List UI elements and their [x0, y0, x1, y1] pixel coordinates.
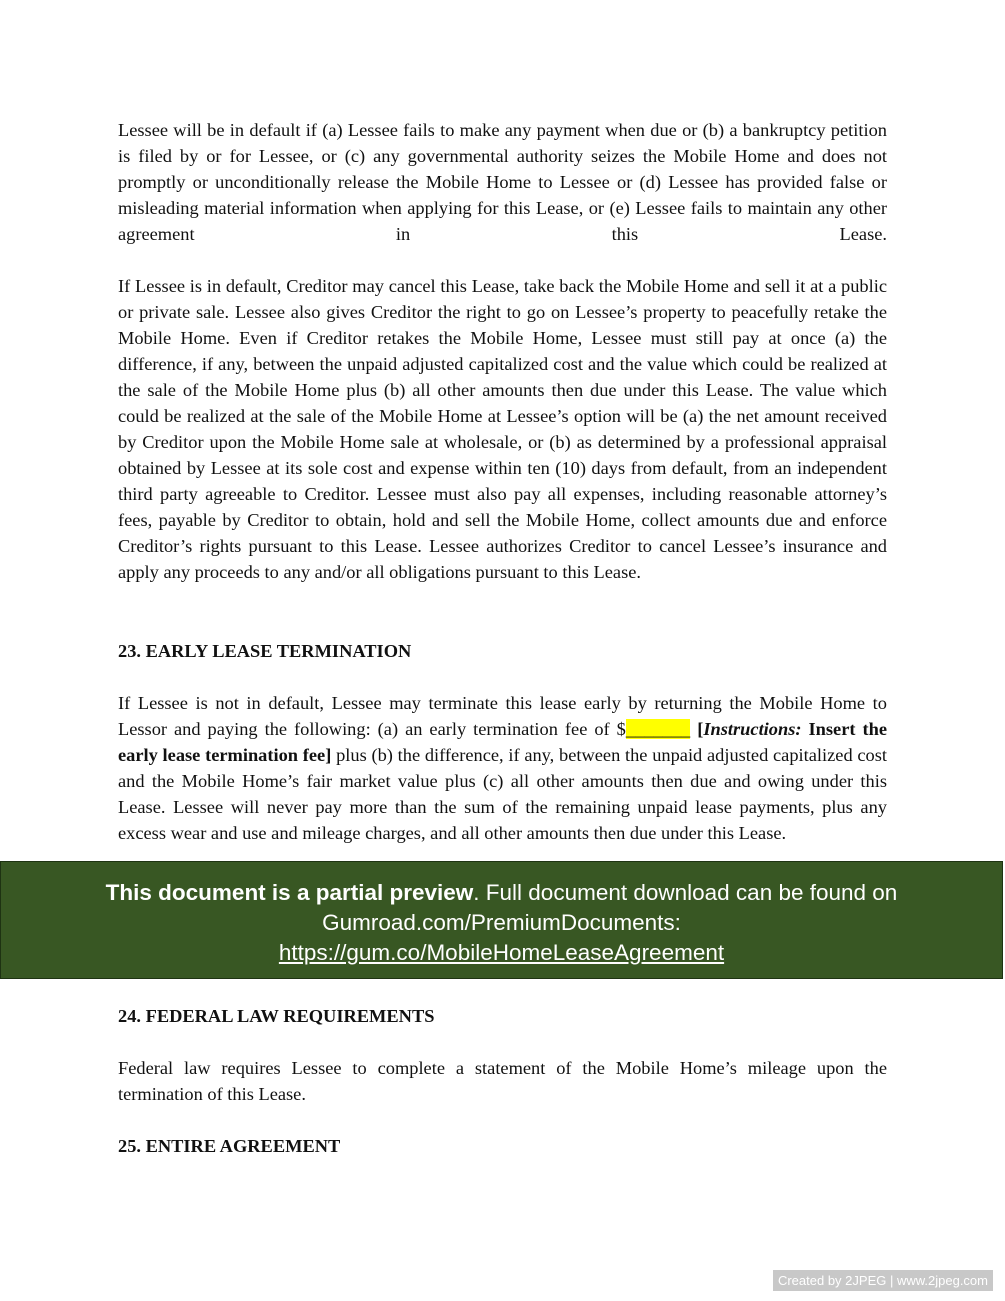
section-23-heading: 23. EARLY LEASE TERMINATION [118, 641, 412, 661]
remedies-paragraph: If Lessee is in default, Creditor may cancel this Lease, take back the Mobile Home and sell it at a public or private sale. Lessee also gives Creditor the right to go on Lessee’s property to peacefully retake the Mobile Home. Even if Creditor retakes the Mobile Home, Lessee must still pay at once (a) the difference, if any, between the unpaid adjusted capitalized cost and the value which could be realized at the sale of the Mobile Home plus (b) all other amounts then due under this Lease. The value which could be realized at the sale of the Mobile Home at Lessee’s option will be (a) the net amount received by Creditor upon the Mobile Home sale at wholesale, or (b) as determined by a professional appraisal obtained by Lessee at its sole cost and expense within ten (10) days from default, from an independent third party agreeable to Creditor. Lessee must also pay all expenses, including reasonable attorney’s fees, payable by Creditor to obtain, hold and sell the Mobile Home, collect amounts due and enforce Creditor’s rights pursuant to this Lease. Lessee authorizes Creditor to cancel Lessee’s insurance and apply any proceeds to any and/or all obligations pursuant to this Lease. [118, 276, 887, 582]
section-23-text-1: If Lessee is not in default, Lessee may terminate this lease early by returning the Mobile Home to Lessor and paying the following: (a) an early termination fee of $ [118, 693, 887, 739]
banner-bold-text: This document is a partial preview [105, 880, 474, 905]
termination-fee-blank: _______ [625, 719, 691, 739]
default-paragraph: Lessee will be in default if (a) Lessee fails to make any payment when due or (b) a bankruptcy petition is filed by or for Lessee, or (c) any governmental authority seizes the Mobile Home and does not promptly or unconditionally release the Mobile Home to Lessee or (d) Lessee has provided false or misleading material information when applying for this Lease, or (e) Lessee fails to maintain any other agreement in this Lease. [118, 120, 887, 244]
watermark: Created by 2JPEG | www.2jpeg.com [773, 1270, 993, 1291]
section-23-text-2: plus (b) the difference, if any, between the unpaid adjusted capitalized cost and the Mobile Home’s fair market value plus (c) all other amounts then due and owing under this Lease. Lessee will never pay more than the sum of the remaining unpaid lease payments, plus any excess wear and use and mileage charges, and all other amounts then due under this Lease. [118, 745, 887, 843]
section-23-paragraph: If Lessee is not in default, Lessee may terminate this lease early by returning the Mobile Home to Lessor and paying the following: (a) an early termination fee of $_______ [Instructions: Insert the early lease termination fee] plus (b) the difference, if any, between the unpaid adjusted capitalized cost and the Mobile Home’s fair market value plus (c) all other amounts then due and owing under this Lease. Lessee will never pay more than the sum of the remaining unpaid lease payments, plus any excess wear and use and mileage charges, and all other amounts then due under this Lease. [118, 693, 887, 843]
section-24-heading: 24. FEDERAL LAW REQUIREMENTS [118, 1006, 435, 1026]
download-link[interactable]: https://gum.co/MobileHomeLeaseAgreement [278, 940, 725, 965]
banner-text: . Full document download can be found on Gumroad.com/PremiumDocuments: [322, 880, 898, 935]
instructions-text: Insert the early lease termination fee [118, 719, 887, 765]
instructions-label: Instructions: [703, 719, 802, 739]
section-24-paragraph: Federal law requires Lessee to complete a statement of the Mobile Home’s mileage upon the termination of this Lease. [118, 1058, 887, 1104]
section-25-heading: 25. ENTIRE AGREEMENT [118, 1136, 341, 1156]
preview-banner [0, 861, 1003, 979]
